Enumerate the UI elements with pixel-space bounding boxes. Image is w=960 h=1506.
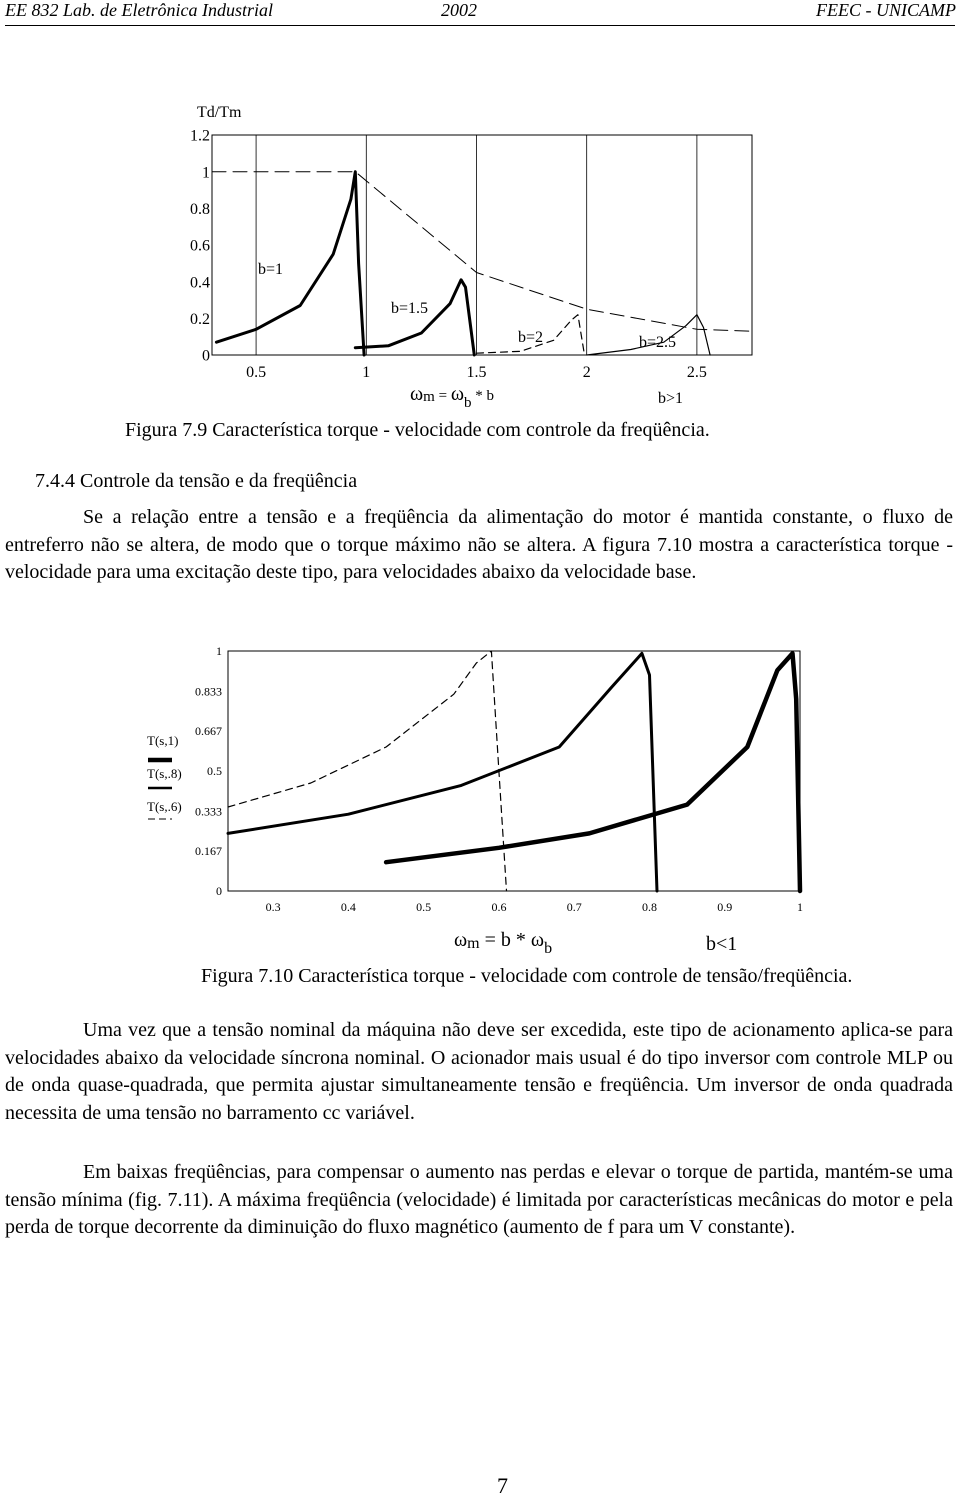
x-tick-label: 0.9 — [717, 900, 733, 914]
chart1-ticks — [190, 128, 707, 381]
figure-7-10-chart — [0, 630, 960, 960]
x-tick-label: 2.5 — [686, 364, 707, 381]
y-tick-label: 0.333 — [195, 804, 222, 819]
y-tick-label: 0 — [216, 884, 222, 899]
chart1-condition: b>1 — [658, 390, 684, 407]
y-tick-label: 0.6 — [190, 237, 210, 255]
paragraph-3: Em baixas freqüências, para compensar o aumento nas perdas e elevar o torque de partida, mantém-se uma tensão mínima (fig. 7.11). A máxima freqüência (velocidade) é limitada por características mecânicas do motor e pela perda de torque decorrente da diminuição do fluxo magnético (aumento de f para um V constante). — [5, 1161, 953, 1239]
series-line-2 — [355, 280, 474, 355]
chart1-xaxis-formula — [410, 383, 683, 411]
section-heading — [35, 470, 357, 493]
svg-text:ωm = b * ωb — [454, 929, 552, 957]
formula2-bsub: b — [544, 940, 553, 957]
x-tick-label: 0.5 — [416, 900, 432, 914]
label-b25: b=2.5 — [639, 334, 677, 351]
label-b2: b=2 — [518, 329, 544, 346]
formula1-m: m — [423, 389, 435, 405]
formula2-omega: ω — [454, 929, 468, 951]
header-year: 2002 — [441, 0, 477, 20]
chart2-legend — [147, 733, 182, 819]
chart1-ylabel: Td/Tm — [197, 104, 242, 121]
legend-item-ts08: T(s,.8) — [147, 766, 182, 781]
paragraph-1: Se a relação entre a tensão e a freqüência da alimentação do motor é mantida constante, o fluxo de entreferro não se altera, de modo que o torque máximo não se altera. A figura 7.10 mostra a característica torque - velocidade para uma excitação deste tipo, para velocidades abaixo da velocidade base. — [5, 506, 953, 584]
figure-7-9-caption: Figura 7.9 Característica torque - velocidade com controle da freqüência. — [125, 419, 710, 441]
x-tick-label: 0.5 — [246, 364, 267, 381]
x-tick-label: 0.4 — [340, 900, 356, 914]
chart1-frame — [212, 135, 752, 355]
header-course: EE 832 Lab. de Eletrônica Industrial — [5, 0, 273, 20]
chart2-xaxis-formula — [454, 929, 737, 957]
y-tick-label: 0.167 — [195, 844, 222, 859]
x-tick-label: 1 — [362, 364, 371, 381]
y-tick-label: 0.667 — [195, 724, 222, 739]
x-tick-label: 0.7 — [566, 900, 582, 914]
chart2-series — [228, 651, 800, 891]
figure-7-10-caption: Figura 7.10 Característica torque - velocidade com controle de tensão/freqüência. — [201, 965, 853, 987]
plot-area-border — [212, 135, 752, 355]
formula2-m: m — [467, 935, 480, 952]
chart1-series — [212, 172, 752, 355]
formula1-omega: ω — [410, 383, 424, 405]
y-tick-label: 0.8 — [190, 200, 210, 218]
x-tick-label: 0.3 — [265, 900, 281, 914]
series-line-3 — [228, 651, 507, 891]
y-tick-label: 0.5 — [207, 764, 222, 779]
legend-item-ts06: T(s,.6) — [147, 799, 182, 814]
y-tick-label: 1 — [202, 164, 210, 182]
y-tick-label: 0.4 — [190, 274, 210, 292]
x-tick-label: 1 — [797, 900, 803, 914]
label-b15: b=1.5 — [391, 300, 429, 317]
formula1-times: * b — [471, 388, 494, 404]
formula1-omega2: ω — [450, 383, 464, 405]
header-institution: FEEC - UNICAMP — [816, 0, 956, 20]
formula1-eq: = — [434, 388, 451, 404]
series-line-1 — [216, 172, 364, 355]
legend-item-ts1: T(s,1) — [147, 733, 179, 748]
chart2-frame — [228, 651, 800, 891]
y-tick-label: 1.2 — [190, 127, 210, 145]
formula1-bsub: b — [463, 395, 472, 411]
x-tick-label: 2 — [582, 364, 591, 381]
label-b1: b=1 — [258, 261, 284, 278]
svg-text:ωm = ωb * b — [410, 383, 494, 411]
figure-7-9-chart — [0, 0, 960, 420]
y-tick-label: 1 — [216, 644, 222, 659]
section-title: Controle da tensão e da freqüência — [80, 470, 358, 492]
x-tick-label: 1.5 — [466, 364, 487, 381]
plot-area-border — [228, 651, 800, 891]
x-tick-label: 0.8 — [641, 900, 657, 914]
formula2-eq: = b * — [479, 929, 531, 951]
paragraph-2: Uma vez que a tensão nominal da máquina não deve ser excedida, este tipo de acionamento aplica-se para velocidades abaixo da velocidade síncrona nominal. O acionador mais usual é do tipo inversor com controle MLP ou de onda quase-quadrada, que permita ajustar simultaneamente tensão e freqüência. Um inversor de onda quadrada necessita de uma tensão no barramento cc variável. — [5, 1019, 953, 1124]
section-number: 7.4.4 — [35, 470, 75, 492]
page-number: 7 — [497, 1473, 508, 1498]
x-tick-label: 0.6 — [491, 900, 507, 914]
chart2-condition: b<1 — [706, 933, 738, 955]
y-tick-label: 0.833 — [195, 684, 222, 699]
series-line-1 — [386, 653, 800, 891]
y-tick-label: 0.2 — [190, 310, 210, 328]
series-line-5 — [212, 172, 752, 332]
formula2-omega2: ω — [530, 929, 545, 951]
y-tick-label: 0 — [202, 347, 210, 365]
